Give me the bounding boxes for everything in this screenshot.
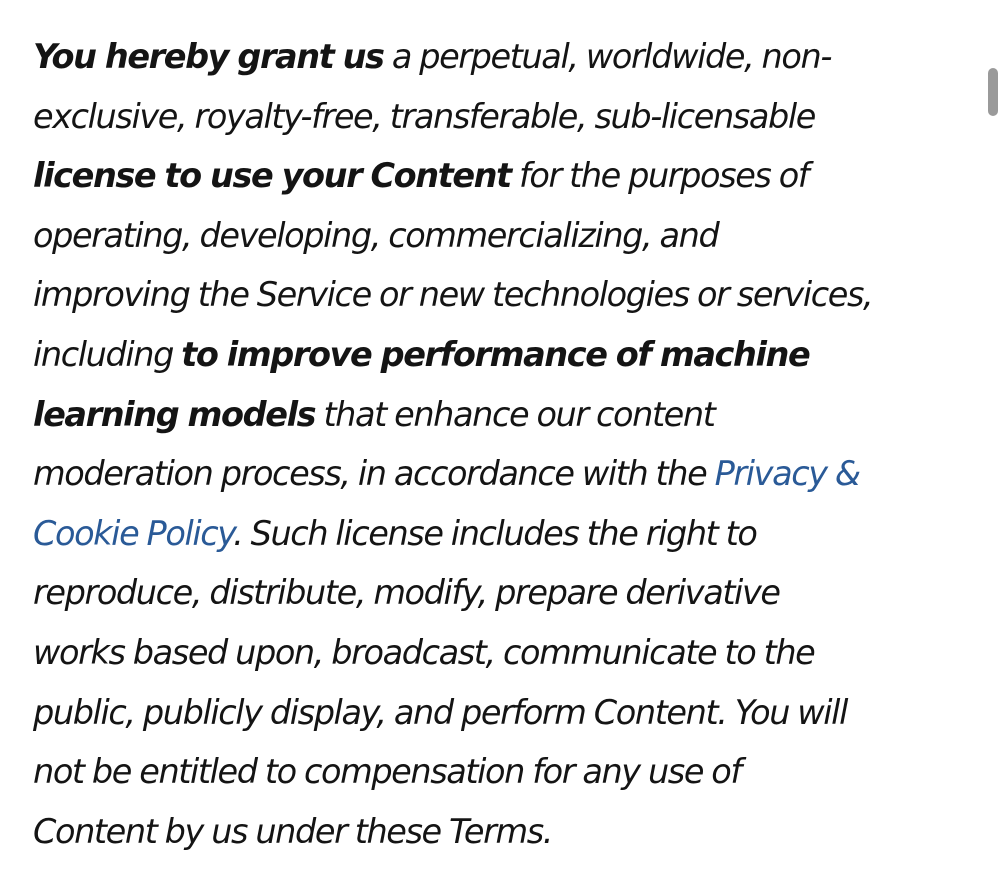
body-text: public, publicly display, and perform Content. You will [33, 692, 847, 732]
body-text: for the purposes of [510, 156, 809, 196]
scrollbar-thumb[interactable] [988, 68, 998, 116]
body-text: not be entitled to compensation for any use of [33, 752, 741, 792]
body-text: improving the Service or new technologies or services, [33, 275, 873, 315]
paragraph-line [33, 87, 978, 147]
paragraph-line [33, 146, 978, 206]
body-text: . Such license includes the right to [233, 513, 757, 553]
emphasized-text: to improve performance of machine [181, 334, 810, 374]
privacy-cookie-policy-link[interactable]: Privacy & [714, 454, 860, 494]
body-text: a perpetual, worldwide, non- [383, 37, 832, 76]
body-text: operating, developing, commercializing, and [33, 215, 719, 255]
body-text: works based upon, broadcast, communicate to the [33, 632, 815, 672]
body-text: exclusive, royalty-free, transferable, sub-licensable [33, 96, 815, 136]
privacy-cookie-policy-link[interactable]: Cookie Policy [33, 513, 234, 553]
paragraph-line [33, 802, 978, 862]
body-text: moderation process, in accordance with the [33, 454, 715, 494]
paragraph-line [33, 27, 978, 87]
paragraph-line [33, 325, 978, 385]
paragraph-line [33, 563, 978, 623]
paragraph-line [33, 385, 978, 445]
body-text: including [33, 334, 182, 374]
paragraph-line [33, 206, 978, 266]
emphasized-text: learning models [33, 394, 316, 434]
paragraph-line [33, 504, 978, 564]
paragraph-line [33, 265, 978, 325]
terms-paragraph [33, 27, 978, 861]
body-text: Content by us under these Terms. [33, 811, 553, 851]
emphasized-text: license to use your Content [33, 156, 511, 196]
paragraph-line [33, 444, 978, 504]
emphasized-text: You hereby grant us [33, 37, 384, 76]
body-text: reproduce, distribute, modify, prepare derivative [33, 573, 780, 613]
paragraph-line [33, 683, 978, 743]
paragraph-line [33, 623, 978, 683]
paragraph-line [33, 742, 978, 802]
body-text: that enhance our content [315, 394, 715, 434]
